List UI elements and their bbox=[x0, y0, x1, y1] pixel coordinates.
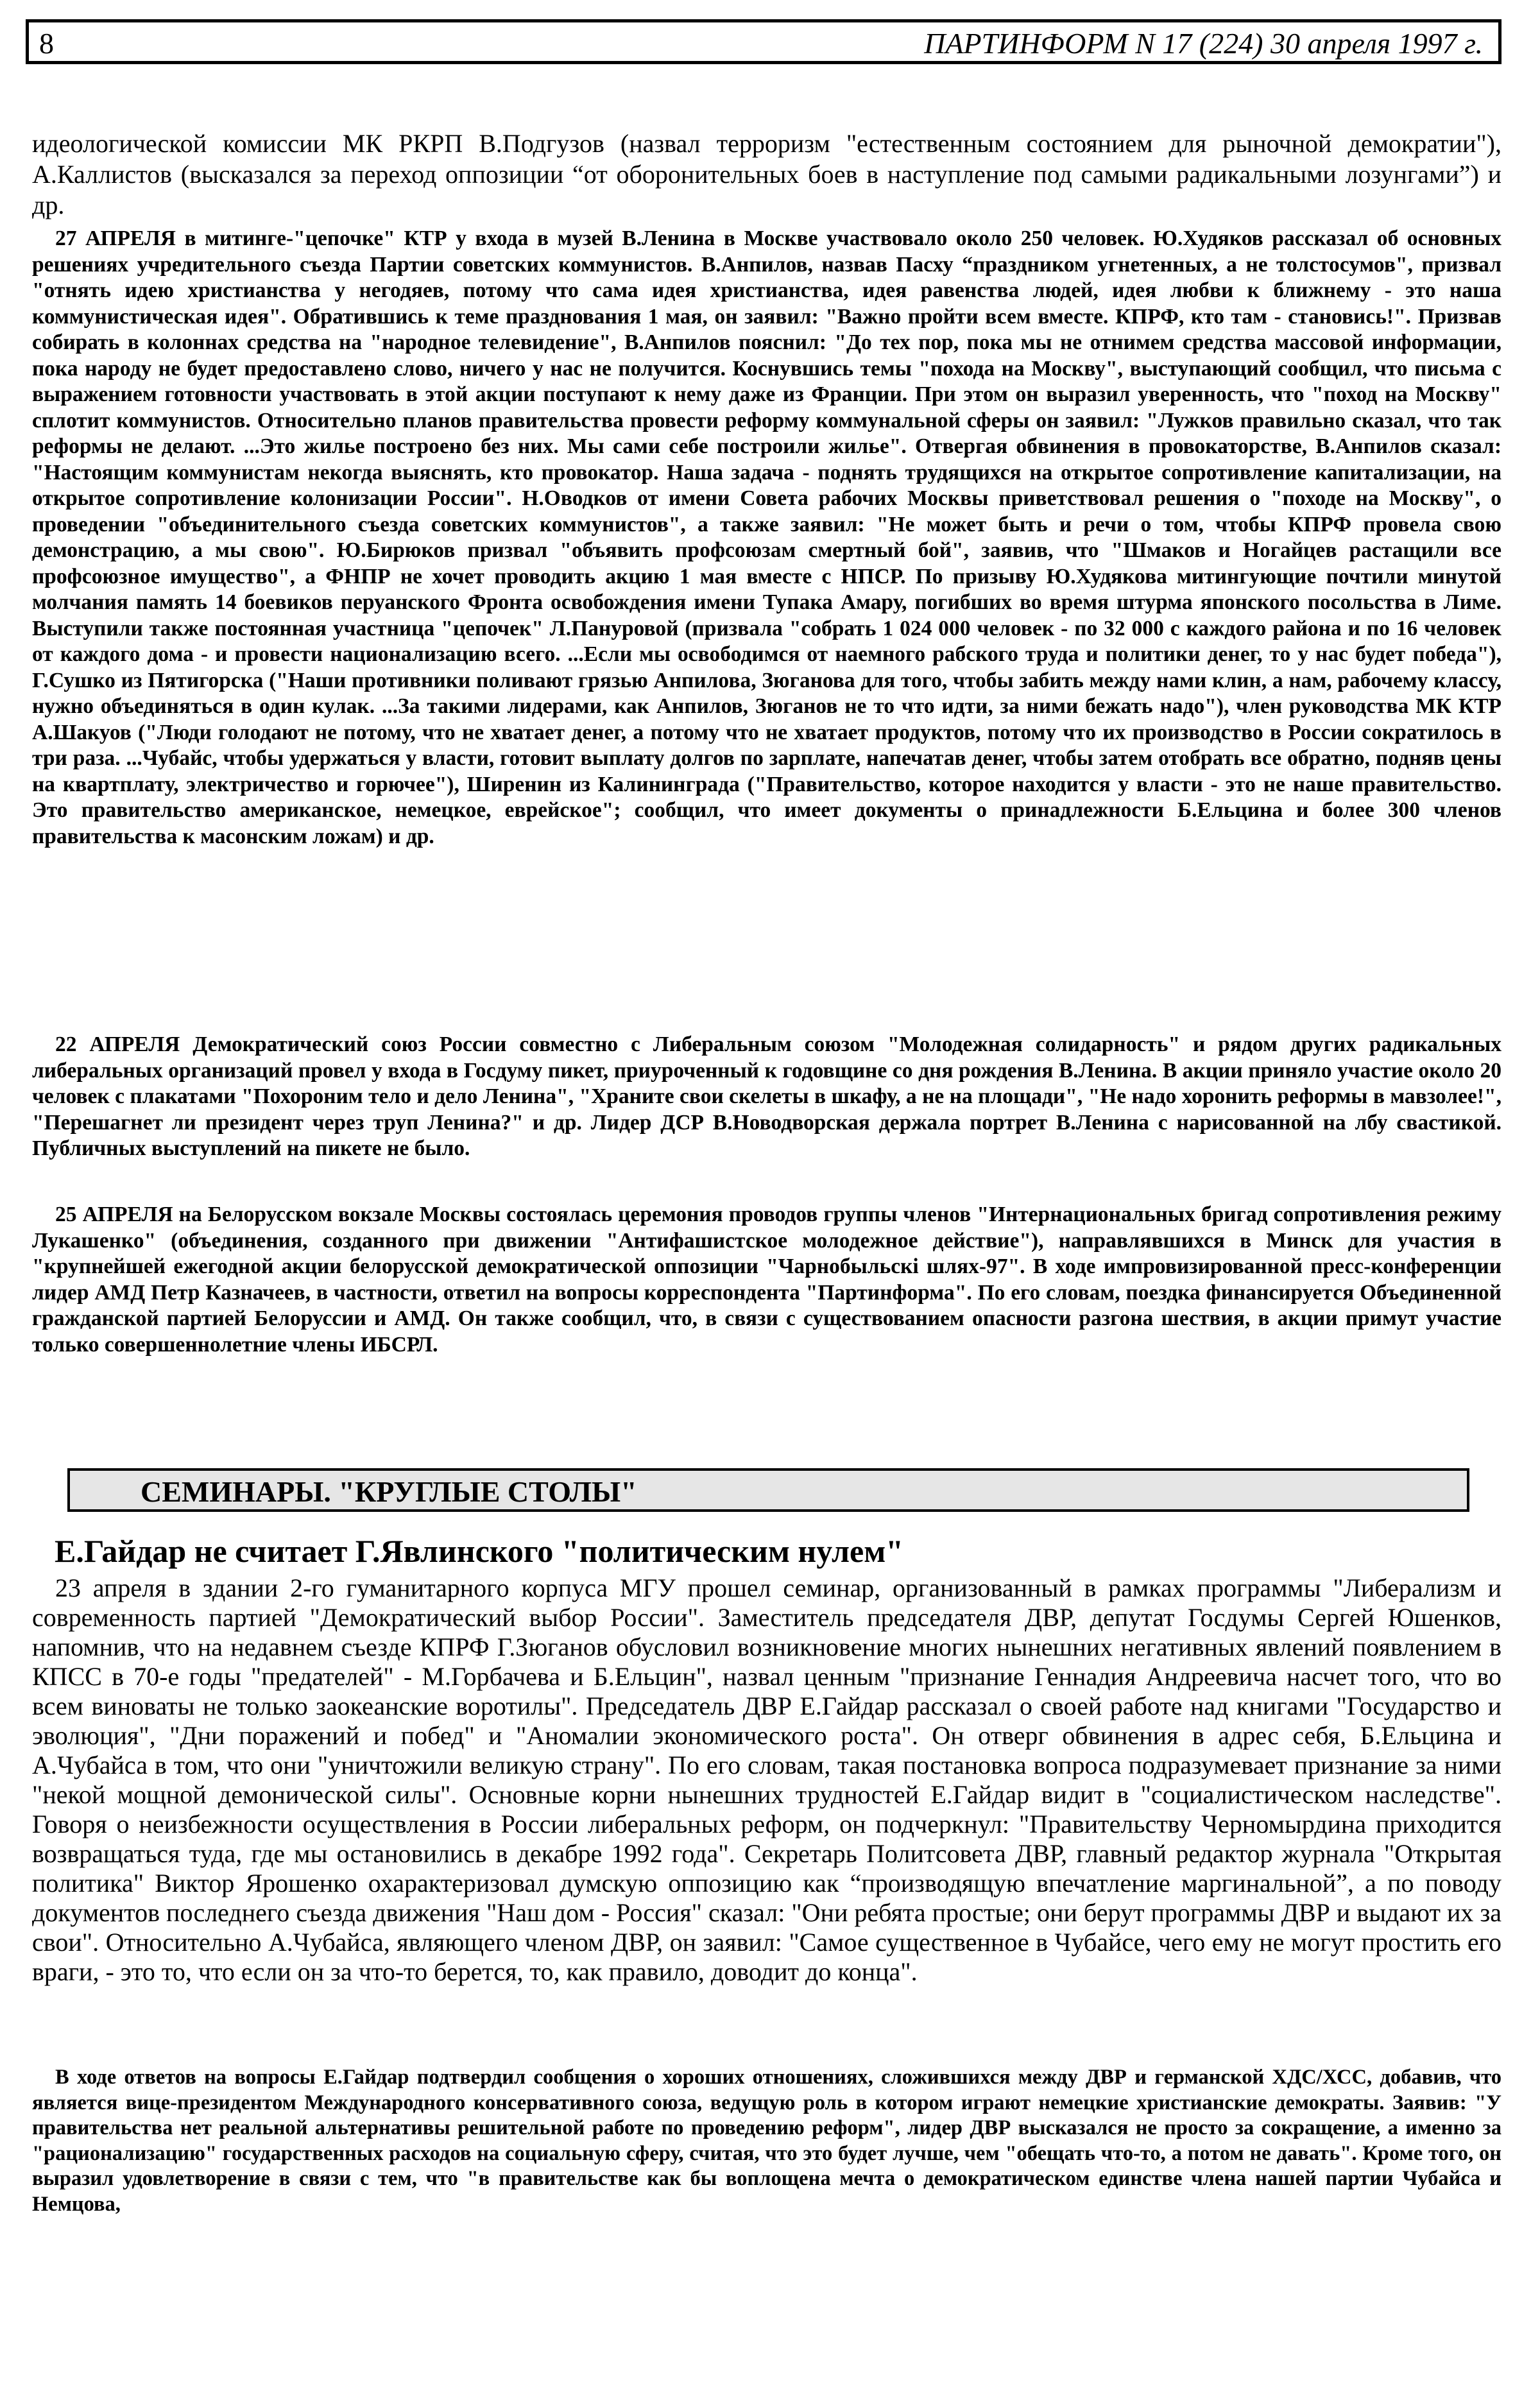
paragraph-april-25: 25 АПРЕЛЯ на Белорусском вокзале Москвы состоялась церемония проводов группы членов "Интернациональных бригад сопротивления режиму Лукашенко" (объединения, созданного при движении "Антифашистское молодежное действие"), направлявшихся в Минск для участия в "крупнейшей ежегодной акции белорусской демократической оппозиции "Чарнобыльскі шлях-97". В ходе импровизированной пресс-конференции лидер АМД Петр Казначеев, в частности, ответил на вопросы корреспондента "Партинформа". По его словам, поездка финансируется Объединенной гражданской партией Белоруссии и АМД. Он также сообщил, что, в связи с существованием опасности разгона шествия, в акции примут участие только совершеннолетние члены ИБСРЛ. bbox=[32, 1203, 1502, 1357]
article-paragraph-1: 23 апреля в здании 2-го гуманитарного корпуса МГУ прошел семинар, организованный в рамках программы "Либерализм и современность партией "Демократический выбор России". Заместитель председателя ДВР, депутат Госдумы Сергей Юшенков, напомнив, что на недавнем съезде КПРФ Г.Зюганов обусловил возникновение многих нынешних негативных явлений появлением в КПСС в 70-е годы "предателей" - М.Горбачева и Б.Ельцин", назвал ценным "признание Геннадия Андреевича насчет того, что во всем виноваты не только заокеанские воротилы". Председатель ДВР Е.Гайдар рассказал о своей работе над книгами "Государство и эволюция", "Дни поражений и побед" и "Аномалии экономического роста". Он отверг обвинения в адрес себя, Б.Ельцина и А.Чубайса в том, что они "уничтожили великую страну". По его словам, такая постановка вопроса подразумевает признание за ними "некой мощной демонической силы". Основные корни нынешних трудностей Е.Гайдар видит в "социалистическом наследстве". Говоря о неизбежности осуществления в России либеральных реформ, он подчеркнул: "Правительству Черномырдина приходится возвращаться туда, где мы остановились в декабре 1992 года". Секретарь Политсовета ДВР, главный редактор журнала "Открытая политика" Виктор Ярошенко охарактеризовал думскую оппозицию как “производящую впечатление маргинальной”, а по поводу документов последнего съезда движения "Наш дом - Россия" сказал: "Они ребята простые; они берут программы ДВР и выдают их за свои". Относительно А.Чубайса, являющего членом ДВР, он заявил: "Самое существенное в Чубайсе, чего ему не могут простить его враги, - это то, что если он за что-то берется, то, как правило, доводит до конца". bbox=[32, 1573, 1502, 1986]
paragraph-intro: идеологической комиссии МК РКРП В.Подгузов (назвал терроризм "естественным состоянием для рыночной демократии"), А.Каллистов (высказался за переход оппозиции “от оборонительных боев в наступление под самыми радикальными лозунгами”) и др. bbox=[32, 129, 1502, 219]
section-banner bbox=[67, 1468, 1469, 1512]
section-title: СЕМИНАРЫ. "КРУГЛЫЕ СТОЛЫ" bbox=[141, 1475, 637, 1508]
paragraph-april-27: 27 АПРЕЛЯ в митинге-"цепочке" КТР у входа в музей В.Ленина в Москве участвовало около 250 человек. Ю.Худяков рассказал об основных решениях учредительного съезда Партии советских коммунистов. В.Анпилов, назвав Пасху “праздником угнетенных, а не толстосумов", призвал "отнять идею христианства у негодяев, потому что сама идея христианства, идея равенства людей, идея любви к ближнему - это наша коммунистическая идея". Обратившись к теме празднования 1 мая, он заявил: "Важно пройти всем вместе. КПРФ, кто там - становись!". Призвав собирать в колоннах средства на "народное телевидение", В.Анпилов пояснил: "До тех пор, пока мы не отнимем средства массовой информации, пока народу не будет предоставлено слово, ничего у нас не получится. Коснувшись темы "похода на Москву", выступающий сообщил, что письма с выражением готовности участвовать в этой акции поступают к нему даже из Франции. При этом он выразил уверенность, что "поход на Москву" сплотит коммунистов. Относительно планов правительства провести реформу коммунальной сферы он заявил: "Лужков правильно сказал, что так реформы не делают. ...Это жилье построено без них. Мы сами себе построили жилье". Отвергая обвинения в провокаторстве, В.Анпилов сказал: "Настоящим коммунистам некогда выяснять, кто провокатор. Наша задача - поднять трудящихся на открытое сопротивление капитализации, на открытое сопротивление колонизации России". Н.Оводков от имени Совета рабочих Москвы приветствовал решения о "походе на Москву", о проведении "объединительного съезда советских коммунистов", а также заявил: "Не может быть и речи о том, чтобы КПРФ провела свою демонстрацию, а мы свою". Ю.Бирюков призвал "объявить профсоюзам смертный бой", заявив, что "Шмаков и Ногайцев растащили все профсоюзное имущество", а ФНПР не хочет проводить акцию 1 мая вместе с НПСР. По призыву Ю.Худякова митингующие почтили минутой молчания память 14 боевиков перуанского Фронта освобождения имени Тупака Амару, погибших во время штурма японского посольства в Лиме. Выступили также постоянная участница "цепочек" Л.Пануровой (призвала "собрать 1 024 000 человек - по 32 000 с каждого района и по 16 человек от каждого дома - и провести национализацию всего. ...Если мы освободимся от наемного рабского труда и политики денег, то у нас будет победа"), Г.Сушко из Пятигорска ("Наши противники поливают грязью Анпилова, Зюганова для того, чтобы забить между нами клин, а нам, рабочему классу, нужно объединяться в один кулак. ...За такими лидерами, как Анпилов, Зюганов не то что идти, за ними бежать надо"), член руководства МК КТР А.Шакуов ("Люди голодают не потому, что не хватает денег, а потому что не хватает продуктов, потому что их производство в России сократилось в три раза. ...Чубайс, чтобы удержаться у власти, готовит выплату долгов по зарплате, напечатав денег, чтобы затем отобрать все обратно, подняв цены на квартплату, электричество и горючее"), Ширенин из Калининграда ("Правительство, которое находится у власти - это не наше правительство. Это правительство американское, немецкое, еврейское"; сообщил, что имеет документы о принадлежности Б.Ельцина и более 300 членов правительства к масонским ложам) и др. bbox=[32, 227, 1502, 848]
page-header bbox=[26, 19, 1502, 64]
article-paragraph-2: В ходе ответов на вопросы Е.Гайдар подтвердил сообщения о хороших отношениях, сложившихся между ДВР и германской ХДС/ХСС, добавив, что является вице-президентом Международного консервативного союза, ведущую роль в котором играют немецкие христианские демократы. Заявив: "У правительства нет реальной альтернативы решительной работе по проведению реформ", лидер ДВР высказался не просто за сокращение, а именно за "рационализацию" государственных расходов на социальную сферу, считая, что это будет лучше, чем "обещать что-то, а потом не давать". Кроме того, он выразил удовлетворение в связи с тем, что "в правительстве как бы воплощена мечта о демократическом единстве члена нашей партии Чубайса и Немцова, bbox=[32, 2066, 1502, 2216]
article-heading: Е.Гайдар не считает Г.Явлинского "политическим нулем" bbox=[55, 1533, 904, 1569]
page-number: 8 bbox=[39, 27, 54, 60]
paragraph-april-22: 22 АПРЕЛЯ Демократический союз России совместно с Либеральным союзом "Молодежная солидарность" и рядом других радикальных либеральных организаций провел у входа в Госдуму пикет, приуроченный к годовщине со дня рождения В.Ленина. В акции приняло участие около 20 человек с плакатами "Похороним тело и дело Ленина", "Храните свои скелеты в шкафу, а не на площади", "Не надо хоронить реформы в мавзолее!", "Перешагнет ли президент через труп Ленина?" и др. Лидер ДСР В.Новодворская держала портрет В.Ленина с нарисованной на лбу свастикой. Публичных выступлений на пикете не было. bbox=[32, 1032, 1502, 1160]
publication-title: ПАРТИНФОРМ N 17 (224) 30 апреля 1997 г. bbox=[924, 27, 1483, 60]
